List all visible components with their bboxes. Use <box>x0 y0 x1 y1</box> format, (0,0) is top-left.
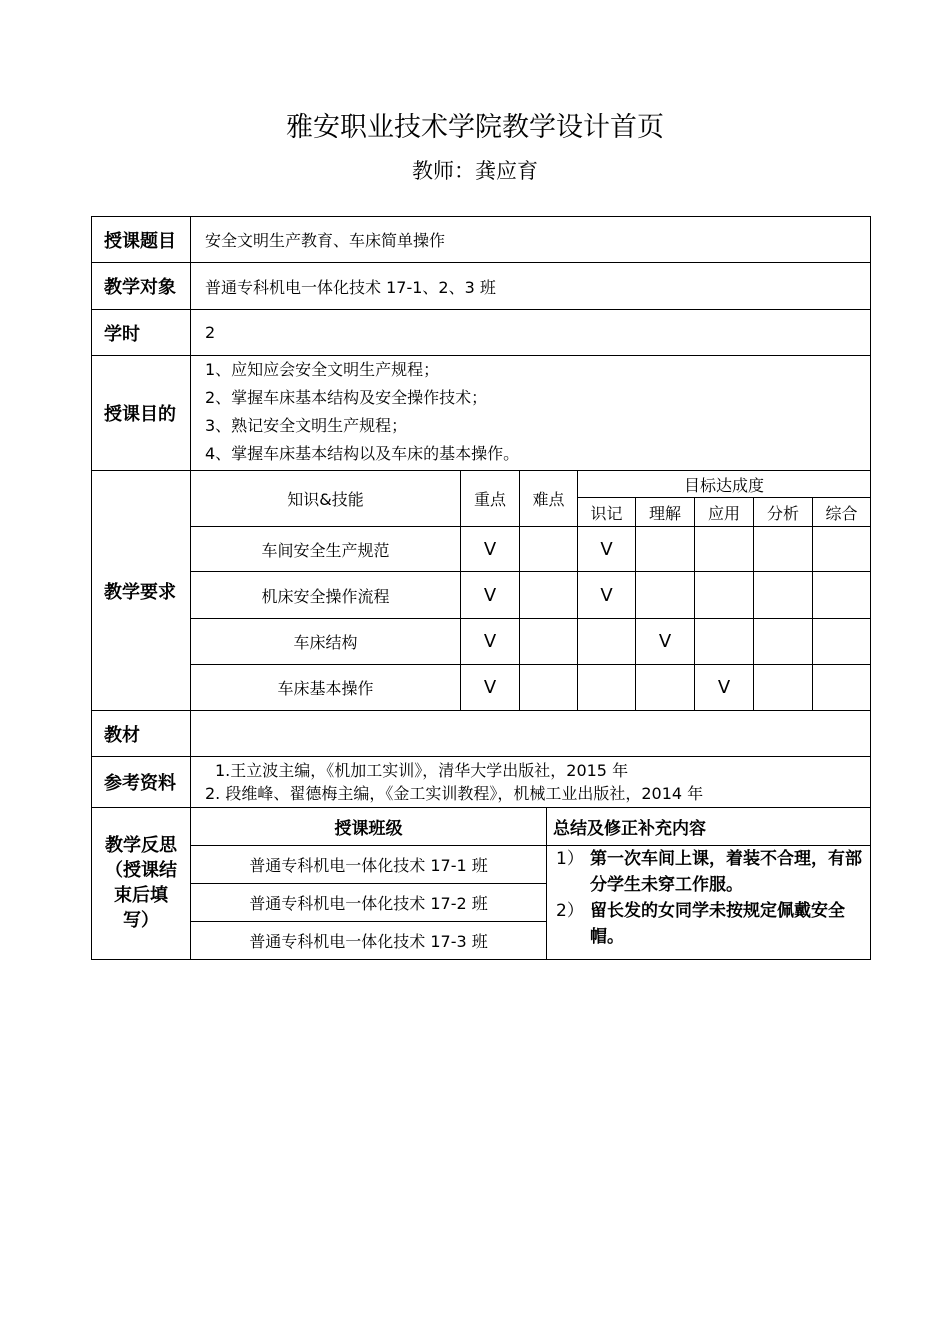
level-check <box>754 619 812 664</box>
reflection-label-line: （授课结 <box>105 860 177 881</box>
level-check <box>695 572 753 618</box>
requirements-label: 教学要求 <box>104 581 176 603</box>
key-check: V <box>483 538 497 560</box>
skill-cell: 车床基本操作 <box>277 679 374 698</box>
level-check <box>636 665 694 710</box>
skill-cell: 车间安全生产规范 <box>261 540 390 560</box>
goals-label: 授课目的 <box>104 404 176 425</box>
level-check <box>813 572 870 618</box>
reference-item: 2. 段维峰、翟德梅主编，《金工实训教程》，机械工业出版社，2014 年 <box>205 784 704 803</box>
references-list <box>205 759 703 805</box>
goal-item: 4、掌握车床基本结构以及车床的基本操作。 <box>205 444 520 463</box>
class-cell: 普通专科机电一体化技术 17-3 班 <box>249 932 488 951</box>
level-check <box>636 572 694 618</box>
references-label: 参考资料 <box>104 773 176 794</box>
summary-item-number: 2） <box>556 901 584 921</box>
key-check: V <box>483 677 497 698</box>
hours-label: 学时 <box>104 323 140 345</box>
col-difficult-header: 难点 <box>532 490 565 509</box>
level-check <box>813 527 870 571</box>
skill-cell: 机床安全操作流程 <box>261 586 390 606</box>
summary-item-number: 1） <box>556 849 584 869</box>
col-skill-header: 知识&技能 <box>287 490 364 509</box>
level-check <box>636 527 694 571</box>
difficult-check <box>520 527 577 571</box>
level-check <box>754 527 812 571</box>
difficult-check <box>520 619 577 664</box>
col-summary-header: 总结及修正补充内容 <box>553 819 706 839</box>
class-cell: 普通专科机电一体化技术 17-2 班 <box>249 894 488 913</box>
audience-value: 普通专科机电一体化技术 17-1、2、3 班 <box>205 277 496 297</box>
goals-list <box>205 356 519 468</box>
level-check <box>754 572 812 618</box>
page-title: 雅安职业技术学院教学设计首页 <box>286 112 664 143</box>
summary-item <box>556 898 866 950</box>
teacher-name: 教师：龚应育 <box>412 159 538 183</box>
level-header: 分析 <box>766 503 799 523</box>
level-check: V <box>717 677 731 698</box>
materials-label: 教材 <box>104 724 140 746</box>
reflection-label-line: 写） <box>123 910 159 931</box>
table-border-right <box>870 216 871 960</box>
topic-label: 授课题目 <box>104 230 176 252</box>
table-border-bottom <box>91 959 871 960</box>
summary-item-text: 留长发的女同学未按规定佩戴安全帽。 <box>590 901 845 947</box>
summary-item <box>556 846 866 898</box>
level-header: 识记 <box>590 503 623 523</box>
level-header: 综合 <box>825 503 858 523</box>
hours-value: 2 <box>205 323 216 342</box>
col-key-header: 重点 <box>473 490 506 509</box>
level-check <box>578 665 635 710</box>
level-check <box>813 665 870 710</box>
goal-item: 3、熟记安全文明生产规程； <box>205 416 408 435</box>
col-target-header: 目标达成度 <box>683 475 764 495</box>
reflection-label-line: 束后填 <box>114 885 168 906</box>
level-check <box>813 619 870 664</box>
level-check: V <box>658 631 672 652</box>
level-check <box>578 619 635 664</box>
reflection-label-line: 教学反思 <box>105 835 177 856</box>
row-divider <box>91 756 871 757</box>
audience-label: 教学对象 <box>104 277 176 298</box>
level-check: V <box>600 584 613 606</box>
goal-item: 2、掌握车床基本结构及安全操作技术； <box>205 388 488 407</box>
skill-cell: 车床结构 <box>293 633 358 652</box>
summary-item-text: 第一次车间上课，着装不合理，有部分学生未穿工作服。 <box>590 849 862 895</box>
topic-value: 安全文明生产教育、车床简单操作 <box>205 231 446 250</box>
level-check <box>695 619 753 664</box>
goal-item: 1、应知应会安全文明生产规程； <box>205 360 440 379</box>
row-divider <box>91 710 871 711</box>
level-header: 理解 <box>648 503 681 523</box>
reflection-label <box>92 833 190 933</box>
reference-item: 1.王立波主编，《机加工实训》，清华大学出版社，2015 年 <box>215 761 629 780</box>
class-cell: 普通专科机电一体化技术 17-1 班 <box>249 856 488 875</box>
difficult-check <box>520 665 577 710</box>
difficult-check <box>520 572 577 618</box>
level-header: 应用 <box>707 503 740 523</box>
level-check <box>754 665 812 710</box>
level-check <box>695 527 753 571</box>
col-class-header: 授课班级 <box>334 819 403 839</box>
level-check: V <box>600 538 613 560</box>
key-check: V <box>483 631 497 652</box>
summary-list <box>556 846 866 950</box>
key-check: V <box>483 584 497 606</box>
